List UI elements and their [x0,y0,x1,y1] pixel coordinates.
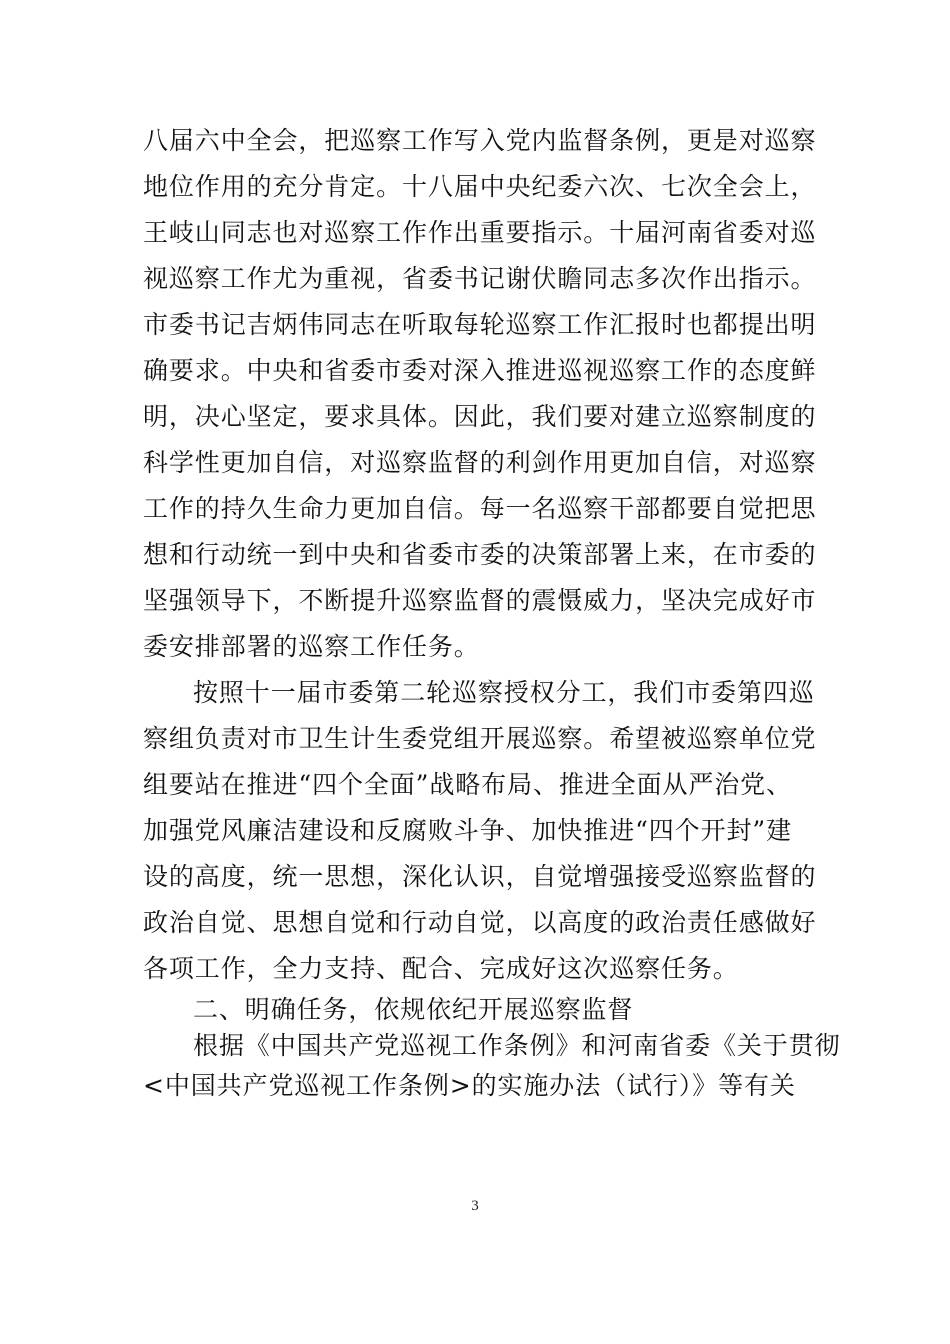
text-line: 委安排部署的巡察工作任务。 [143,632,480,661]
text-line: 加强党风廉洁建设和反腐败斗争、加快推进“四个开封”建 [143,816,792,845]
text-line: 坚强领导下，不断提升巡察监督的震慑威力，坚决完成好市 [143,586,817,615]
text-line: 工作的持久生命力更加自信。每一名巡察干部都要自觉把思 [143,494,817,523]
text-line: 市委书记吉炳伟同志在听取每轮巡察工作汇报时也都提出明 [143,310,817,339]
text-line: 王岐山同志也对巡察工作作出重要指示。十届河南省委对巡 [143,218,817,247]
body-text [143,118,841,1108]
text-line: 察组负责对市卫生计生委党组开展巡察。希望被巡察单位党 [143,724,817,753]
text-line: 组要站在推进“四个全面”战略布局、推进全面从严治党、 [143,770,792,799]
text-line: 视巡察工作尤为重视，省委书记谢伏瞻同志多次作出指示。 [143,264,817,293]
text-line: 各项工作，全力支持、配合、完成好这次巡察任务。 [143,954,739,983]
text-line: 科学性更加自信，对巡察监督的利剑作用更加自信，对巡察 [143,448,817,477]
text-line: 地位作用的充分肯定。十八届中央纪委六次、七次全会上， [143,172,817,201]
text-line: 政治自觉、思想自觉和行动自觉，以高度的政治责任感做好 [143,908,817,937]
section-heading: 二、明确任务，依规依纪开展巡察监督 [193,995,634,1024]
text-line: 八届六中全会，把巡察工作写入党内监督条例，更是对巡察 [143,126,817,155]
paragraph-start-line: 按照十一届市委第二轮巡察授权分工，我们市委第四巡 [193,678,815,707]
text-line: 想和行动统一到中央和省委市委的决策部署上来，在市委的 [143,540,817,569]
paragraph-start-line: 根据《中国共产党巡视工作条例》和河南省委《关于贯彻 [193,1031,841,1060]
text-line: 明，决心坚定，要求具体。因此，我们要对建立巡察制度的 [143,402,817,431]
text-line: <中国共产党巡视工作条例>的实施办法（试行）》等有关 [143,1071,796,1100]
text-line: 确要求。中央和省委市委对深入推进巡视巡察工作的态度鲜 [143,356,817,385]
text-line: 设的高度，统一思想，深化认识，自觉增强接受巡察监督的 [143,862,817,891]
page-number: 3 [471,1198,479,1214]
